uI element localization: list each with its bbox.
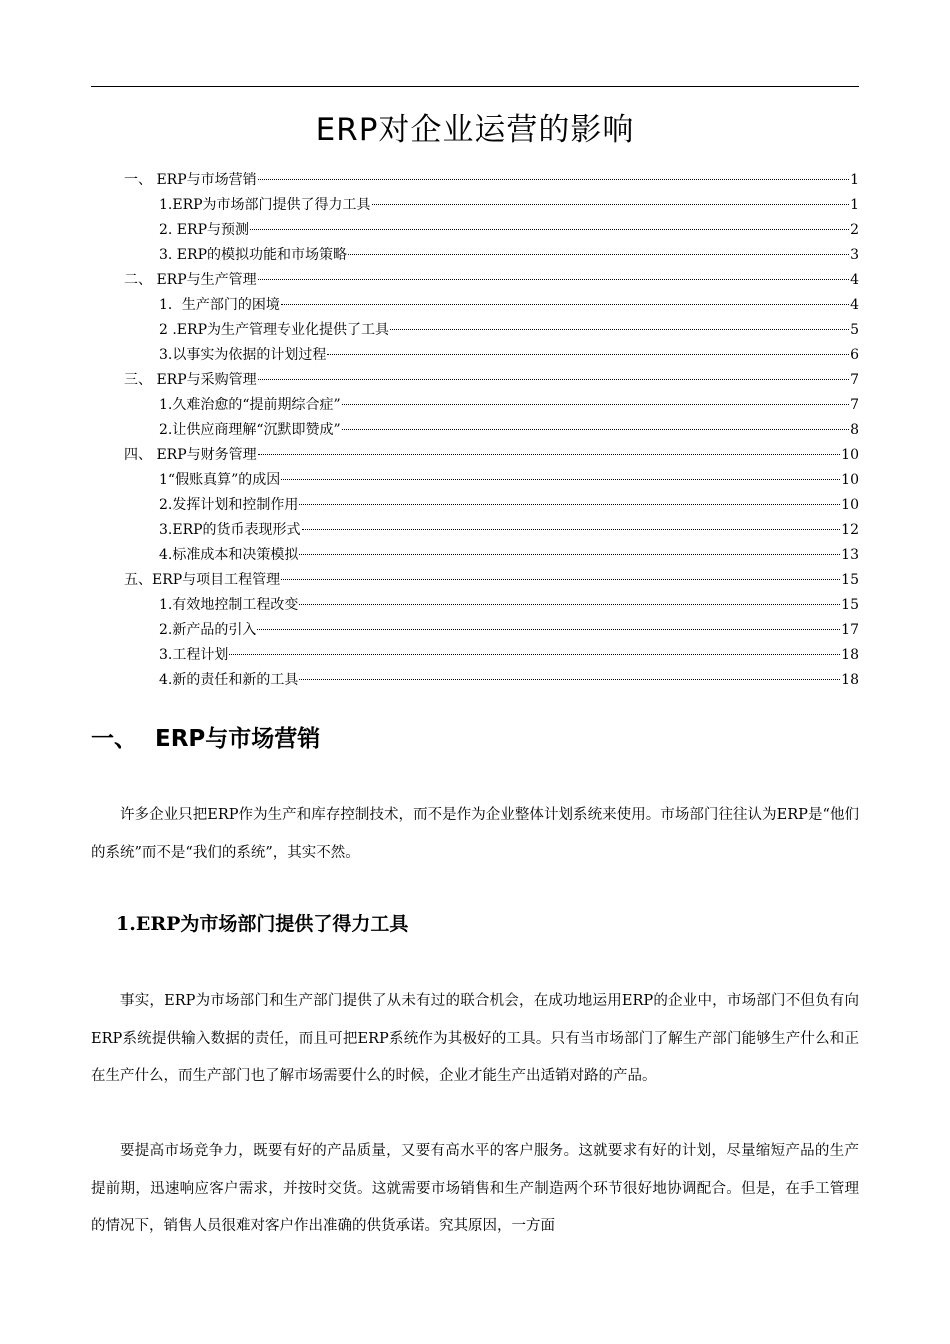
- toc-entry[interactable]: [124, 170, 859, 190]
- body-paragraph-2: 要提高市场竞争力，既要有好的产品质量，又要有高水平的客户服务。这就要求有好的计划，尽量缩短产品的生产提前期，迅速响应客户需求，并按时交货。这就需要市场销售和生产制造两个环节很好地协调配合。但是，在手工管理的情况下，销售人员很难对客户作出准确的供货承诺。究其原因，一方面: [91, 1143, 859, 1234]
- toc-entry-label: 1“假账真算”的成因: [159, 472, 281, 488]
- toc-entry[interactable]: [124, 370, 859, 390]
- toc-leader-dots: [258, 279, 849, 280]
- toc-leader-dots: [390, 329, 849, 330]
- toc-entry[interactable]: [159, 245, 859, 265]
- toc-leader-dots: [302, 529, 841, 530]
- toc-entry-label: 3.工程计划: [159, 647, 229, 663]
- toc-entry-page: 2: [850, 222, 859, 238]
- header-rule: [91, 86, 859, 87]
- toc-entry-label: 二、 ERP与生产管理: [124, 272, 257, 288]
- toc-entry[interactable]: [124, 270, 859, 290]
- subsection-heading: 1.ERP为市场部门提供了得力工具: [116, 913, 409, 935]
- toc-entry-page: 18: [841, 672, 859, 688]
- body-paragraph-1: 事实，ERP为市场部门和生产部门提供了从未有过的联合机会，在成功地运用ERP的企业中，市场部门不但负有向ERP系统提供输入数据的责任，而且可把ERP系统作为其极好的工具。只有当市场部门了解生产部门能够生产什么和正在生产什么，而生产部门也了解市场需要什么的时候，企业才能生产出适销对路的产品。: [91, 993, 859, 1084]
- toc-leader-dots: [327, 354, 849, 355]
- toc-entry-page: 15: [841, 597, 859, 613]
- toc-entry[interactable]: [159, 420, 859, 440]
- toc-entry-page: 18: [841, 647, 859, 663]
- toc-entry-label: 2.新产品的引入: [159, 622, 257, 638]
- toc-entry-page: 8: [850, 422, 859, 438]
- toc-entry-page: 13: [841, 547, 859, 563]
- toc-leader-dots: [258, 454, 841, 455]
- toc-entry-label: 2.让供应商理解“沉默即赞成”: [159, 422, 341, 438]
- section-intro-paragraph: 许多企业只把ERP作为生产和库存控制技术，而不是作为企业整体计划系统来使用。市场部门往往认为ERP是“他们的系统”而不是“我们的系统”，其实不然。: [91, 807, 859, 861]
- toc-entry-page: 6: [850, 347, 859, 363]
- toc-entry-label: 1.有效地控制工程改变: [159, 597, 299, 613]
- section-heading: [91, 720, 320, 753]
- toc-entry-label: 4.新的责任和新的工具: [159, 672, 299, 688]
- toc-entry-page: 5: [850, 322, 859, 338]
- section-title: ERP与市场营销: [155, 726, 321, 752]
- toc-entry[interactable]: [159, 495, 859, 515]
- toc-entry[interactable]: [124, 445, 859, 465]
- toc-leader-dots: [229, 654, 840, 655]
- toc-entry[interactable]: [159, 620, 859, 640]
- toc-entry-label: 3.ERP的货币表现形式: [159, 522, 301, 538]
- toc-entry[interactable]: [159, 520, 859, 540]
- toc-entry-label: 1．生产部门的困境: [159, 297, 280, 313]
- toc-leader-dots: [257, 629, 840, 630]
- toc-entry-label: 三、 ERP与采购管理: [124, 372, 257, 388]
- toc-entry[interactable]: [159, 345, 859, 365]
- toc-leader-dots: [258, 379, 849, 380]
- toc-entry-label: 五、ERP与项目工程管理: [124, 572, 281, 588]
- toc-entry-page: 7: [850, 372, 859, 388]
- toc-entry[interactable]: [159, 395, 859, 415]
- toc-entry-label: 3. ERP的模拟功能和市场策略: [159, 247, 347, 263]
- toc-entry-label: 2. ERP与预测: [159, 222, 249, 238]
- toc-entry[interactable]: [159, 645, 859, 665]
- toc-leader-dots: [258, 179, 849, 180]
- toc-leader-dots: [281, 479, 840, 480]
- toc-leader-dots: [299, 554, 840, 555]
- toc-entry-label: 3.以事实为依据的计划过程: [159, 347, 327, 363]
- document-title: ERP对企业运营的影响: [315, 112, 635, 148]
- toc-entry[interactable]: [159, 220, 859, 240]
- toc-leader-dots: [281, 579, 840, 580]
- toc-entry-page: 3: [850, 247, 859, 263]
- toc-entry-page: 10: [841, 497, 859, 513]
- toc-entry[interactable]: [159, 470, 859, 490]
- toc-entry[interactable]: [159, 670, 859, 690]
- toc-entry-page: 10: [841, 447, 859, 463]
- toc-leader-dots: [250, 229, 849, 230]
- toc-entry-page: 7: [850, 397, 859, 413]
- toc-entry[interactable]: [159, 320, 859, 340]
- toc-entry-label: 1.久难治愈的“提前期综合症”: [159, 397, 341, 413]
- toc-entry-label: 1.ERP为市场部门提供了得力工具: [159, 197, 371, 213]
- toc-leader-dots: [372, 204, 850, 205]
- toc-entry-label: 2.发挥计划和控制作用: [159, 497, 299, 513]
- toc-entry-page: 4: [850, 297, 859, 313]
- toc-entry[interactable]: [159, 195, 859, 215]
- toc-leader-dots: [342, 404, 849, 405]
- toc-entry-page: 10: [841, 472, 859, 488]
- toc-entry[interactable]: [159, 295, 859, 315]
- toc-entry-label: 2 .ERP为生产管理专业化提供了工具: [159, 322, 389, 338]
- toc-leader-dots: [342, 429, 849, 430]
- toc-entry-page: 1: [850, 197, 859, 213]
- toc-entry[interactable]: [159, 545, 859, 565]
- toc-leader-dots: [299, 504, 840, 505]
- toc-entry[interactable]: [124, 570, 859, 590]
- toc-leader-dots: [299, 604, 840, 605]
- toc-leader-dots: [281, 304, 849, 305]
- toc-entry-label: 4.标准成本和决策模拟: [159, 547, 299, 563]
- toc-entry-page: 4: [850, 272, 859, 288]
- toc-entry-page: 17: [841, 622, 859, 638]
- toc-entry-page: 1: [850, 172, 859, 188]
- toc-entry-page: 12: [841, 522, 859, 538]
- toc-entry-label: 四、 ERP与财务管理: [124, 447, 257, 463]
- section-number: 一、: [91, 726, 137, 752]
- toc-entry-page: 15: [841, 572, 859, 588]
- toc-leader-dots: [348, 254, 849, 255]
- toc-entry[interactable]: [159, 595, 859, 615]
- toc-entry-label: 一、 ERP与市场营销: [124, 172, 257, 188]
- toc-leader-dots: [299, 679, 840, 680]
